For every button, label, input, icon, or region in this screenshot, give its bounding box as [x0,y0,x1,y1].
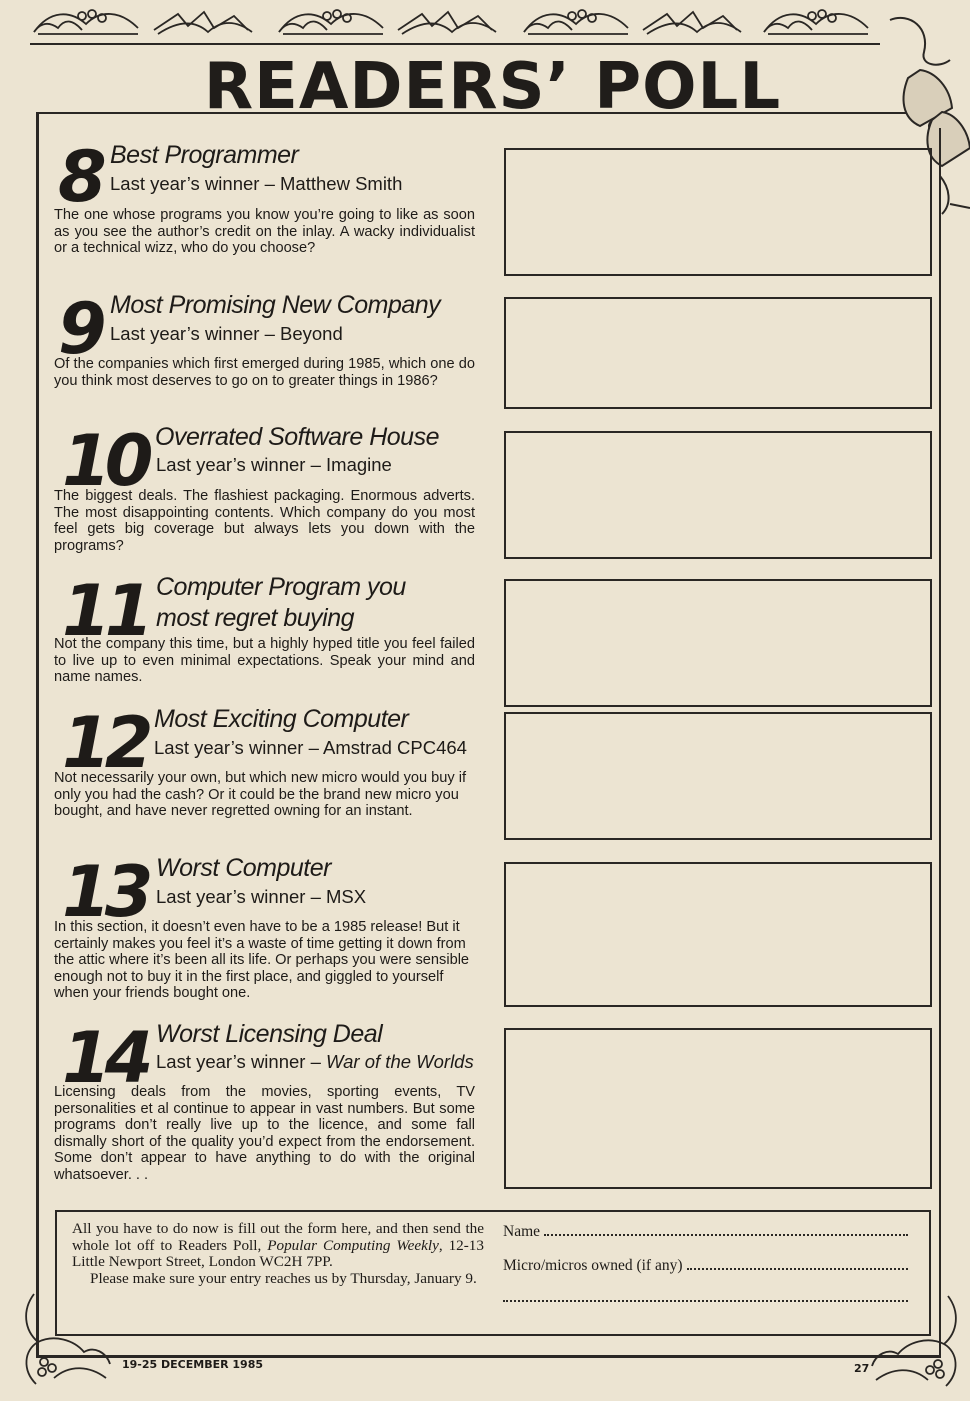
category-description: Licensing deals from the movies, sporting events, TV personalities et al continue to appear in vast numbers. But some programs don’t really live up to the licence, and some fall dismally short of the quality you’d expect from the endorsement. Some don’t appear to have anything to do with the original whatsoever. . . [54,1084,475,1183]
name-dotted-line[interactable] [544,1222,908,1236]
holly-corner-right-icon [868,1292,968,1392]
category-description: Not necessarily your own, but which new micro would you buy if only you had the cash? Or it could be the brand new micro you bought, and have never regretted owning for an instant. [54,770,467,819]
answer-box-11[interactable] [504,579,932,707]
name-field[interactable] [503,1222,908,1241]
deadline-paragraph: Please make sure your entry reaches us by Thursday, January 9. [90,1269,477,1287]
holly-corner-left-icon [14,1290,114,1390]
frame-top-line [36,112,906,114]
category-number: 13 [62,851,148,933]
last-year-winner: Last year’s winner – Amstrad CPC464 [154,737,467,758]
last-year-winner [156,1050,474,1074]
category-description: Not the company this time, but a highly hyped title you feel failed to live up to even minimal expectations. Speak your mind and name names. [54,636,475,685]
answer-box-10[interactable] [504,431,932,559]
last-year-winner: Last year’s winner – Beyond [110,323,343,344]
category-description: The one whose programs you know you’re going to like as soon as you see the author’s credit on the inlay. A wacky individualist or a technical wizz, who do you choose? [54,207,475,256]
frame-left-line [36,112,39,1357]
micros-owned-continuation-field[interactable] [503,1288,908,1302]
micros-owned-dotted-line[interactable] [687,1256,909,1270]
last-year-winner: Last year’s winner – Matthew Smith [110,173,403,194]
continuation-dotted-line[interactable] [503,1288,908,1302]
page-number: 27 [854,1362,870,1375]
category-heading: Most Promising New Company [110,291,441,319]
category-heading: Most Exciting Computer [154,705,409,733]
instructions-text: All you have to do now is fill out the form here, and then send the whole lot off to Readers Poll, [72,1220,484,1254]
answer-box-13[interactable] [504,862,932,1007]
answer-box-14[interactable] [504,1028,932,1189]
category-number: 9 [58,288,101,370]
top-rule [30,43,880,45]
instructions-paragraph [72,1221,484,1271]
frame-right-line [939,128,941,1355]
issue-date: 19-25 DECEMBER 1985 [122,1358,264,1371]
micros-owned-label: Micro/micros owned (if any) [503,1257,683,1274]
category-heading: Worst Licensing Deal [156,1020,383,1048]
category-heading-line-1: Computer Program you [156,573,406,601]
category-number: 8 [58,136,101,218]
category-heading: Best Programmer [110,141,299,169]
category-heading: Overrated Software House [155,423,439,451]
category-number: 10 [62,420,148,502]
winner-prefix: Last year’s winner – [156,1051,327,1072]
category-heading: Worst Computer [156,854,331,882]
answer-box-9[interactable] [504,297,932,409]
last-year-winner: Last year’s winner – MSX [156,886,367,907]
address-text: , 12-13 Little Newport Street, London WC2H 7PP. [72,1236,484,1270]
winner-title: War of the Worlds [326,1051,474,1072]
micros-owned-field[interactable] [503,1256,908,1275]
publication-name: Popular Computing Weekly [267,1236,439,1254]
page-title: READERS’ POLL [203,50,782,124]
entry-instructions [72,1221,484,1287]
category-number: 11 [62,570,148,652]
name-label: Name [503,1223,541,1240]
category-heading-line-2: most regret buying [156,604,355,632]
holly-border-decoration [20,4,890,40]
category-number: 14 [62,1017,148,1099]
answer-box-12[interactable] [504,712,932,840]
category-description: In this section, it doesn’t even have to be a 1985 release! But it certainly makes you feel it’s a waste of time getting it down from the attic where it’s been all its life. Or perhaps you were sensible enough not to buy it in the first place, and giggled to yourself when your friends bought one. [54,919,470,1001]
category-number: 12 [62,702,148,784]
answer-box-8[interactable] [504,148,932,276]
category-description: Of the companies which first emerged during 1985, which one do you think most deserves to go on to greater things in 1986? [54,356,475,389]
category-description: The biggest deals. The flashiest packaging. Enormous adverts. The most disappointing contents. Which company do you most feel gets big coverage but always lets you down with the programs? [54,488,475,554]
last-year-winner: Last year’s winner – Imagine [156,454,392,475]
